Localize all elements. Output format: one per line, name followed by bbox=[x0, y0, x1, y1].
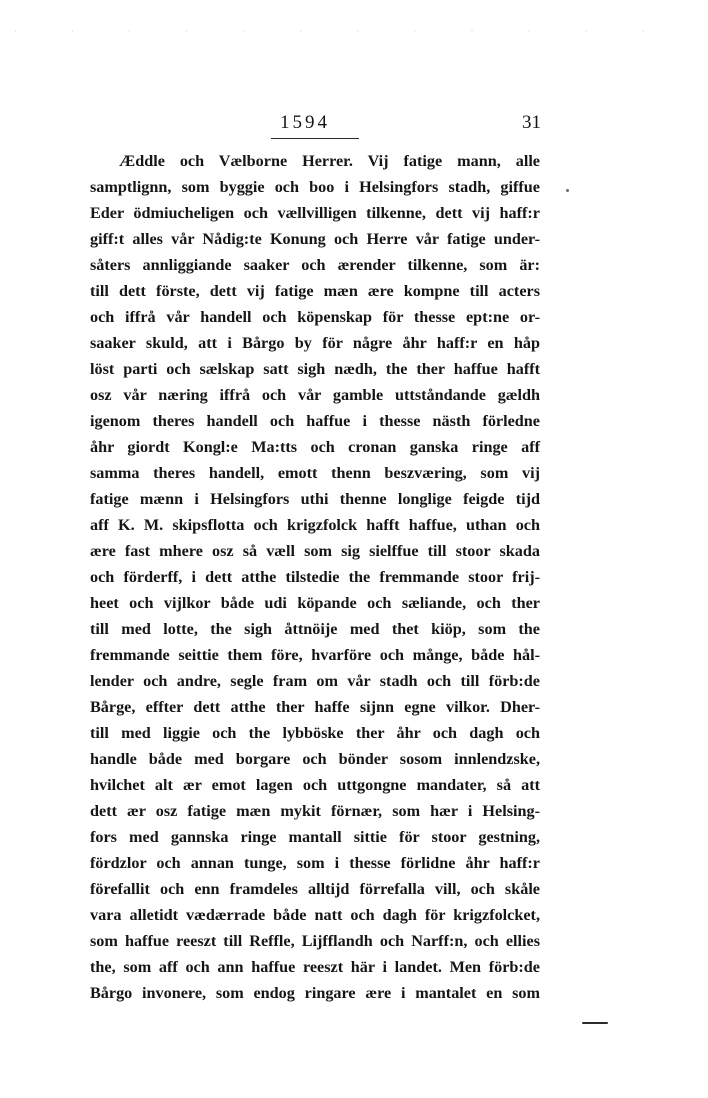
text-line: såters annliggiande saaker och ærender tilkenne, som är: bbox=[90, 256, 540, 274]
text-line: ære fast mhere osz så væll som sig sielffue till stoor skada bbox=[90, 542, 540, 560]
text-line: lender och andre, segle fram om vår stadh och till förb:de bbox=[90, 672, 540, 690]
text-line: fördzlor och annan tunge, som i thesse förlidne åhr haff:r bbox=[90, 854, 540, 872]
text-line: samma theres handell, emott thenn beszværing, som vij bbox=[90, 464, 540, 482]
text-line: the, som aff och ann haffue reeszt här i landet. Men förb:de bbox=[90, 958, 540, 976]
text-line: samptlignn, som byggie och boo i Helsingfors stadh, giffue bbox=[90, 178, 540, 196]
margin-speck bbox=[566, 189, 569, 192]
page-year: 1594 bbox=[280, 112, 330, 133]
text-line: hvilchet alt ær emot lagen och uttgongne mandater, så att bbox=[90, 776, 540, 794]
text-line: saaker skuld, att i Bårgo by för någre åhr haff:r en håp bbox=[90, 334, 540, 352]
text-line: aff K. M. skipsflotta och krigzfolck hafft haffue, uthan och bbox=[90, 516, 540, 534]
page-number: 31 bbox=[522, 112, 541, 133]
text-line: dett ær osz fatige mæn mykit förnær, som hær i Helsing- bbox=[90, 802, 540, 820]
text-line: heet och vijlkor både udi köpande och sæliande, och ther bbox=[90, 594, 540, 612]
text-line: fremmande seittie them före, hvarföre och månge, både hål- bbox=[90, 646, 540, 664]
text-line: till dett förste, dett vij fatige mæn ære kompne till acters bbox=[90, 282, 540, 300]
header-rule bbox=[271, 138, 359, 139]
text-line: Æddle och Vælborne Herrer. Vij fatige mann, alle bbox=[119, 152, 540, 170]
text-line: åhr giordt Kongl:e Ma:tts och cronan ganska ringe aff bbox=[90, 438, 540, 456]
text-line: vara alletidt vædærrade både natt och dagh för krigzfolcket, bbox=[90, 906, 540, 924]
text-line: Bårgo invonere, som endog ringare ære i mantalet en som bbox=[90, 984, 540, 1002]
text-line: osz vår næring iffrå och vår gamble uttståndande gældh bbox=[90, 386, 540, 404]
text-line: giff:t alles vår Nådig:te Konung och Herre vår fatige under- bbox=[90, 230, 540, 248]
page-header bbox=[0, 112, 708, 142]
text-line: löst parti och sælskap satt sigh nædh, the ther haffue hafft bbox=[90, 360, 540, 378]
scan-artifact-dots: · · · · · · · · · · · · bbox=[14, 27, 671, 36]
text-line: handle både med borgare och bönder sosom innlendzske, bbox=[90, 750, 540, 768]
text-line: till med liggie och the lybböske ther åhr och dagh och bbox=[90, 724, 540, 742]
text-line: som haffue reeszt till Reffle, Lijfflandh och Narff:n, och ellies bbox=[90, 932, 540, 950]
text-line: till med lotte, the sigh åttnöije med thet kiöp, som the bbox=[90, 620, 540, 638]
text-line: och iffrå vår handell och köpenskap för thesse ept:ne or- bbox=[90, 308, 540, 326]
text-line: fatige mænn i Helsingfors uthi thenne longlige feigde tijd bbox=[90, 490, 540, 508]
text-line: fors med gannska ringe mantall sittie för stoor gestning, bbox=[90, 828, 540, 846]
text-line: Bårge, effter dett atthe ther haffe sijnn egne vilkor. Dher- bbox=[90, 698, 540, 716]
text-line: igenom theres handell och haffue i thesse nästh förledne bbox=[90, 412, 540, 430]
margin-dash-mark bbox=[582, 1022, 608, 1024]
text-line: förefallit och enn framdeles alltijd förrefalla vill, och skåle bbox=[90, 880, 540, 898]
text-line: Eder ödmiucheligen och vællvilligen tilkenne, dett vij haff:r bbox=[90, 204, 540, 222]
text-line: och förderff, i dett atthe tilstedie the fremmande stoor frij- bbox=[90, 568, 540, 586]
